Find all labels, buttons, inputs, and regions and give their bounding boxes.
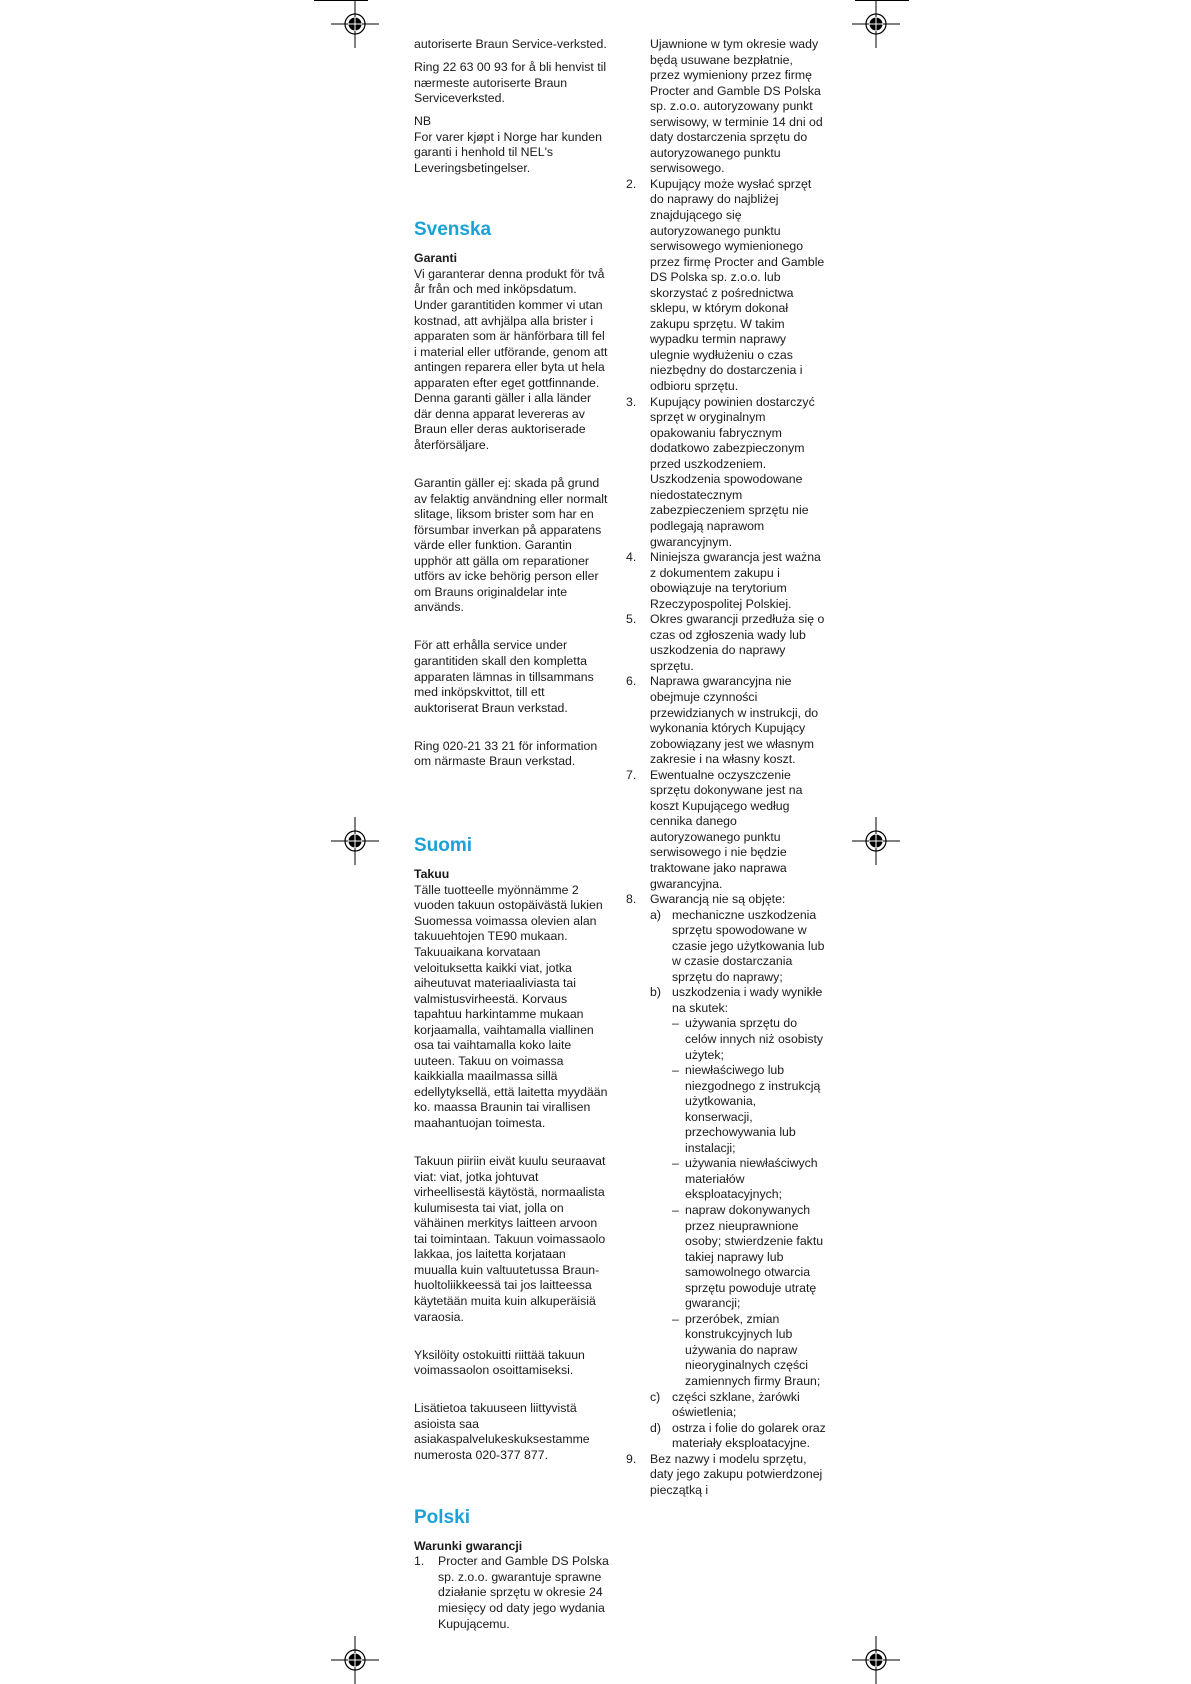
item-text: Niniejsza gwarancja jest ważna z dokumentem zakupu i obowiązuje na terytorium Rzeczypospolitej Polskiej.: [650, 550, 821, 611]
dash-item-text: niewłaściwego lub niezgodnego z instrukcją użytkowania, konserwacji, przechowywania lub instalacji;: [685, 1063, 821, 1155]
dash-list-item: [672, 1156, 826, 1203]
item-number: 4.: [626, 550, 637, 565]
list-item: [626, 177, 826, 395]
nb-text: For varer kjøpt i Norge har kunden garanti i henhold til NEL's Leveringsbetingelser.: [414, 129, 602, 175]
section-heading-suomi: Suomi: [414, 835, 473, 857]
list-item: [626, 550, 826, 612]
registration-mark-icon: [852, 817, 900, 865]
section-heading-svenska: Svenska: [414, 219, 492, 241]
svenska-paragraph: Ring 020-21 33 21 för information om närmaste Braun verkstad.: [414, 738, 598, 769]
registration-mark-icon: [331, 0, 379, 48]
item-text: Ujawnione w tym okresie wady będą usuwane bezpłatnie, przez wymieniony przez firmę Procter and Gamble DS Polska sp. z.o.o. autoryzowany punkt serwisowy, w terminie 14 dni od daty dostarczenia sprzętu do autoryzowanego punktu serwisowego.: [650, 37, 823, 176]
dash-list-item: [672, 1312, 826, 1390]
item-number: 3.: [626, 394, 637, 409]
item-text: Okres gwarancji przedłuża się o czas od zgłoszenia wady lub uszkodzenia do naprawy sprzętu.: [650, 612, 825, 673]
item-number: 8.: [626, 892, 637, 907]
registration-mark-icon: [852, 1636, 900, 1684]
item-text: Naprawa gwarancyjna nie obejmuje czynności przewidzianych w instrukcji, do wykonania których Kupujący zobowiązany jest we własnym zakresie i na własny koszt.: [650, 674, 819, 767]
sub-list: [650, 908, 826, 1452]
item-number: 9.: [626, 1451, 637, 1466]
dash-mark: –: [672, 1311, 679, 1326]
sub-item-text: uszkodzenia i wady wynikłe na skutek:: [672, 985, 823, 1015]
sub-list-item: [650, 1421, 826, 1452]
polski-list-continued: [626, 37, 826, 1498]
item-text: Gwarancją nie są objęte:: [650, 892, 786, 907]
dash-list-item: [672, 1203, 826, 1312]
list-item: [626, 674, 826, 767]
suomi-subheading: Takuu: [414, 867, 450, 882]
svenska-paragraph: Vi garanterar denna produkt för två år från och med inköpsdatum. Under garantitiden kommer vi utan kostnad, att avhjälpa alla brister i apparaten som är hänförbara till fel i material eller utförande, genom att antingen reparera eller byta ut hela apparaten efter eget gottfinnande. Denna garanti gäller i alla länder där denna apparat levereras av Braun eller deras auktoriserade återförsäljare.: [414, 266, 608, 452]
list-item: [626, 37, 826, 177]
list-item: [626, 768, 826, 892]
polski-subheading: Warunki gwarancji: [414, 1538, 523, 1553]
item-number: 1.: [414, 1554, 425, 1569]
suomi-paragraph: Yksilöity ostokuitti riittää takuun voimassaolon osoittamiseksi.: [414, 1347, 585, 1378]
dash-item-text: przeróbek, zmian konstrukcyjnych lub używania do napraw nieoryginalnych części zamiennych firmy Braun;: [685, 1311, 821, 1389]
section-heading-polski: Polski: [414, 1506, 470, 1528]
dash-item-text: używania niewłaściwych materiałów eksploatacyjnych;: [685, 1156, 818, 1202]
item-number: 6.: [626, 674, 637, 689]
nb-label: NB: [414, 114, 432, 129]
norsk-paragraph: autoriserte Braun Service-verksted.: [414, 37, 607, 51]
sub-item-text: ostrza i folie do golarek oraz materiały eksploatacyjne.: [672, 1420, 826, 1451]
suomi-paragraph: Takuun piiriin eivät kuulu seuraavat viat: viat, jotka johtuvat virheellisestä käytöstä, normaalista kulumisesta tai viat, jolla on vähäinen merkitys laitteen arvoon tai toimintaan. Takuun voimassaolo lakkaa, jos laitetta korjataan muualla kuin valtuutetussa Braun-huoltoliikkeessä tai jos laitteessa käytetään muita kuin alkuperäisiä varaosia.: [414, 1154, 606, 1324]
polski-list: [414, 1554, 610, 1632]
dash-mark: –: [672, 1203, 679, 1218]
dash-mark: –: [672, 1156, 679, 1171]
sub-list-item: [650, 985, 826, 1389]
sub-item-letter: d): [650, 1420, 661, 1435]
dash-item-text: napraw dokonywanych przez nieuprawnione osoby; stwierdzenie faktu takiej naprawy lub samowolnego otwarcia sprzętu powoduje utratę gwarancji;: [685, 1203, 824, 1311]
sub-list-item: [650, 908, 826, 986]
list-item: [626, 612, 826, 674]
svenska-paragraph: Garantin gäller ej: skada på grund av felaktig användning eller normalt slitage, liksom brister som har en försumbar inverkan på apparatens värde eller funktion. Garantin upphör att gälla om reparationer utförs av icke behörig person eller om Brauns originaldelar inte används.: [414, 475, 608, 615]
dash-list: [672, 1016, 826, 1389]
item-text: Bez nazwy i modelu sprzętu, daty jego zakupu potwierdzonej pieczątką i: [650, 1451, 823, 1497]
registration-mark-icon: [852, 0, 900, 48]
item-number: 7.: [626, 767, 637, 782]
suomi-paragraph: Tälle tuotteelle myönnämme 2 vuoden takuun ostopäivästä lukien Suomessa voimassa olevien alan takuuehtojen TE90 mukaan. Takuuaikana korvataan veloituksetta kaikki viat, jotka aiheutuvat materiaaliviasta tai valmistusvirheestä. Korvaus tapahtuu harkintamme mukaan korjaamalla, vaihtamalla viallinen osa tai vaihtamalla koko laite uuteen. Takuu on voimassa kaikkialla maailmassa sillä edellytyksellä, että laitetta myydään ko. maassa Braunin tai virallisen maahantuojan toimesta.: [414, 882, 608, 1130]
dash-mark: –: [672, 1016, 679, 1031]
svenska-subheading: Garanti: [414, 251, 458, 266]
dash-list-item: [672, 1063, 826, 1156]
sub-item-text: części szklane, żarówki oświetlenia;: [672, 1389, 800, 1420]
list-item: [626, 892, 826, 1452]
norsk-paragraph: Ring 22 63 00 93 for å bli henvist til nærmeste autoriserte Braun Serviceverksted.: [414, 60, 607, 106]
left-column: [414, 37, 610, 1632]
item-text: Kupujący może wysłać sprzęt do naprawy do najbliżej znajdującego się autoryzowanego punktu serwisowego wymienionego przez firmę Procter and Gamble DS Polska sp. z.o.o. lub skorzystać z pośrednictwa sklepu, w którym dokonał zakupu sprzętu. W takim wypadku termin naprawy ulegnie wydłużeniu o czas niezbędny do dostarczenia i odbioru sprzętu.: [650, 176, 825, 394]
item-number: 2.: [626, 176, 637, 191]
item-text: Kupujący powinien dostarczyć sprzęt w oryginalnym opakowaniu fabrycznym dodatkowo zabezpieczonym przed uszkodzeniem. Uszkodzenia spowodowane niedostatecznym zabezpieczeniem sprzętu nie podlegają naprawom gwarancyjnym.: [650, 394, 815, 549]
item-text: Procter and Gamble DS Polska sp. z.o.o. gwarantuje sprawne działanie sprzętu w okresie 24 miesięcy od daty jego wydania Kupującemu.: [438, 1554, 609, 1631]
list-item: [414, 1554, 610, 1632]
list-item: [626, 395, 826, 550]
right-column: [626, 37, 826, 1498]
list-item: [626, 1452, 826, 1499]
nb-note: [414, 114, 610, 176]
dash-list-item: [672, 1016, 826, 1063]
sub-item-letter: a): [650, 907, 661, 922]
item-text: Ewentualne oczyszczenie sprzętu dokonywane jest na koszt Kupującego według cennika danego autoryzowanego punktu serwisowego i nie będzie traktowane jako naprawa gwarancyjna.: [650, 767, 803, 891]
sub-item-letter: c): [650, 1389, 661, 1404]
suomi-paragraph: Lisätietoa takuuseen liittyvistä asioista saa asiakaspalvelukeskuksestamme numerosta 020-377 877.: [414, 1401, 590, 1462]
dash-item-text: używania sprzętu do celów innych niż osobisty użytek;: [685, 1016, 824, 1062]
svenska-paragraph: För att erhålla service under garantitiden skall den kompletta apparaten lämnas in tillsammans med inköpskvittot, till ett auktoriserat Braun verkstad.: [414, 638, 594, 715]
sub-item-text: mechaniczne uszkodzenia sprzętu spowodowane w czasie jego użytkowania lub w czasie dostarczania sprzętu do naprawy;: [672, 907, 825, 984]
registration-mark-icon: [331, 817, 379, 865]
sub-list-item: [650, 1390, 826, 1421]
dash-mark: –: [672, 1063, 679, 1078]
registration-mark-icon: [331, 1636, 379, 1684]
item-number: 5.: [626, 612, 637, 627]
sub-item-letter: b): [650, 985, 661, 1000]
